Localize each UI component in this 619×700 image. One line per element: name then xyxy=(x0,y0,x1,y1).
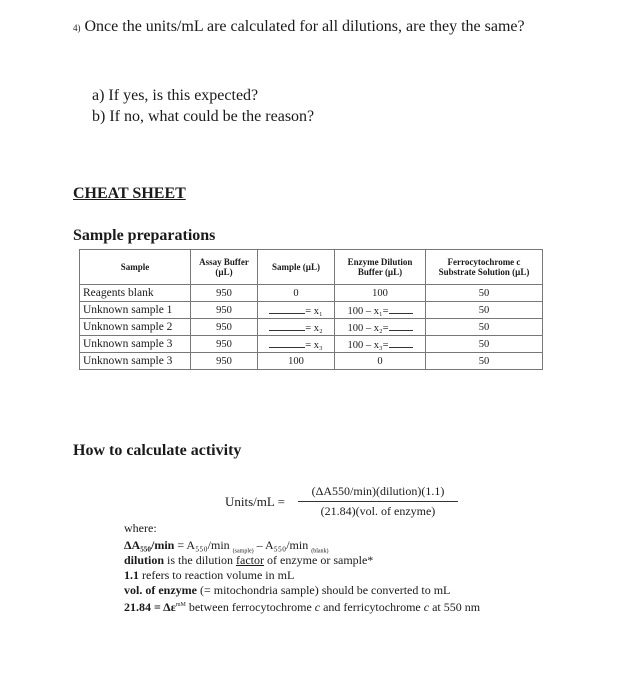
cell-sample-ul xyxy=(258,319,335,336)
cell-edb xyxy=(335,302,426,319)
cell-edb xyxy=(335,319,426,336)
table-row xyxy=(80,285,543,302)
note-delta-label: ΔA₅₅₀/min xyxy=(124,538,175,552)
note-eps-label: 21.84 = Δε xyxy=(124,600,176,614)
note-eps-c1: c xyxy=(314,600,321,614)
note-reaction-label: 1.1 xyxy=(124,568,139,582)
cell-sample: Unknown sample 3 xyxy=(80,353,191,370)
blank-line xyxy=(389,321,413,331)
note-epsilon xyxy=(124,600,480,615)
blank-line xyxy=(269,321,305,331)
question-sub-b: b) If no, what could be the reason? xyxy=(92,108,315,125)
cell-edb: 100 xyxy=(335,285,426,302)
cell-buffer: 950 xyxy=(191,319,258,336)
blank-line xyxy=(389,338,413,348)
cell-sample: Unknown sample 1 xyxy=(80,302,191,319)
note-delta-sub1: (sample) xyxy=(232,548,254,555)
where-label: where: xyxy=(124,521,157,535)
cell-ferro: 50 xyxy=(426,319,543,336)
note-eps-text3: at 550 nm xyxy=(429,600,481,614)
note-delta xyxy=(124,538,329,554)
table-header-row xyxy=(80,250,543,285)
note-eps-c2: c xyxy=(423,600,430,614)
formula-denominator: (21.84)(vol. of enzyme) xyxy=(320,504,436,518)
formula-lhs: Units/mL = xyxy=(225,494,285,509)
note-eps-sup: mM xyxy=(175,602,186,608)
cell-ferro: 50 xyxy=(426,302,543,319)
note-dilution-factor: factor xyxy=(236,553,265,567)
sample-prep-heading: Sample preparations xyxy=(73,227,216,244)
edb-text: 100 – x₃= xyxy=(347,339,389,351)
table-row xyxy=(80,336,543,353)
col-assay-buffer: Assay Buffer (µL) xyxy=(191,250,258,285)
table-row xyxy=(80,302,543,319)
col-enzyme-dilution: Enzyme Dilution Buffer (µL) xyxy=(335,250,426,285)
question-sub-a: a) If yes, is this expected? xyxy=(92,87,259,104)
formula-fraction xyxy=(298,484,458,519)
cell-edb: 0 xyxy=(335,353,426,370)
cell-sample: Reagents blank xyxy=(80,285,191,302)
note-eps-text1: between ferrocytochrome xyxy=(185,600,315,614)
note-reaction-text: refers to reaction volume in mL xyxy=(139,568,295,582)
note-dilution-text2: of enzyme or sample* xyxy=(264,553,374,567)
note-delta-eq: = A₅₅₀/min xyxy=(174,538,233,552)
cell-sample-ul: 0 xyxy=(258,285,335,302)
sample-ul-text: = x₁ xyxy=(305,305,323,317)
question-4 xyxy=(73,16,593,39)
cell-sample-ul xyxy=(258,302,335,319)
sample-ul-text: = x₂ xyxy=(305,322,323,334)
note-dilution-text1: is the dilution xyxy=(164,553,237,567)
cell-ferro: 50 xyxy=(426,285,543,302)
col-ferrocytochrome: Ferrocytochrome c Substrate Solution (µL) xyxy=(426,250,543,285)
edb-text: 100 – x₂= xyxy=(347,322,389,334)
blank-line xyxy=(389,304,413,314)
formula-numerator: (ΔA550/min)(dilution)(1.1) xyxy=(298,484,458,502)
blank-line xyxy=(269,338,305,348)
edb-text: 100 – x₁= xyxy=(347,305,389,317)
cell-buffer: 950 xyxy=(191,336,258,353)
cell-sample: Unknown sample 3 xyxy=(80,336,191,353)
sample-prep-table xyxy=(79,249,543,370)
cell-ferro: 50 xyxy=(426,336,543,353)
note-delta-mid: – A₅₅₀/min xyxy=(253,538,312,552)
cell-buffer: 950 xyxy=(191,353,258,370)
cell-ferro: 50 xyxy=(426,353,543,370)
note-delta-sub2: (blank) xyxy=(311,548,329,555)
sample-ul-text: = x₃ xyxy=(305,339,323,351)
cell-buffer: 950 xyxy=(191,285,258,302)
col-sample: Sample xyxy=(80,250,191,285)
note-reaction xyxy=(124,568,294,583)
cell-sample: Unknown sample 2 xyxy=(80,319,191,336)
cell-sample-ul xyxy=(258,336,335,353)
activity-heading: How to calculate activity xyxy=(73,442,242,459)
note-vol-label: vol. of enzyme xyxy=(124,583,197,597)
question-number: 4) xyxy=(73,23,81,33)
cheat-sheet-title: CHEAT SHEET xyxy=(73,185,186,202)
note-eps-text2: and ferricytochrome xyxy=(320,600,424,614)
cell-sample-ul: 100 xyxy=(258,353,335,370)
question-text: Once the units/mL are calculated for all dilutions, are they the same? xyxy=(84,18,525,35)
cell-buffer: 950 xyxy=(191,302,258,319)
note-vol-text: (= mitochondria sample) should be converted to mL xyxy=(196,583,451,597)
note-dilution-label: dilution xyxy=(124,553,165,567)
cell-edb xyxy=(335,336,426,353)
note-dilution xyxy=(124,553,373,568)
table-row xyxy=(80,353,543,370)
note-vol xyxy=(124,583,450,598)
col-sample-ul: Sample (µL) xyxy=(258,250,335,285)
blank-line xyxy=(269,304,305,314)
table-row xyxy=(80,319,543,336)
